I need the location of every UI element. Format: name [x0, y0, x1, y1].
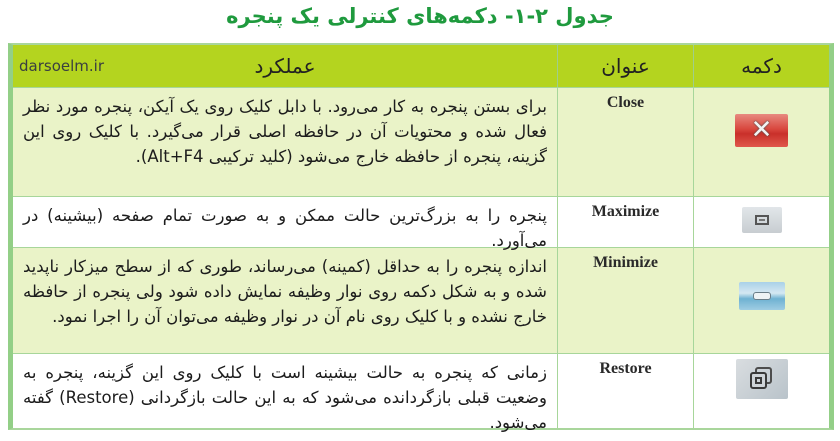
- button-cell: [693, 197, 829, 247]
- header-title: عنوان: [601, 54, 650, 78]
- header-title-cell: [557, 45, 693, 87]
- table-row-close: [13, 88, 829, 197]
- title-cell: [557, 88, 693, 196]
- window-control-buttons-table: [8, 43, 834, 430]
- description-cell: [13, 248, 557, 353]
- table-row-restore: [13, 354, 829, 432]
- title-cell: [557, 248, 693, 353]
- minimize-icon: [739, 282, 785, 310]
- maximize-description: پنجره را به بزرگ‌ترین حالت ممکن و به صورت تمام صفحه (بیشینه) در می‌آورد.: [23, 206, 547, 250]
- close-label: Close: [606, 94, 645, 111]
- header-function-cell: [13, 45, 557, 87]
- header-function: عملکرد: [254, 54, 316, 78]
- button-cell: [693, 248, 829, 353]
- description-cell: [13, 197, 557, 250]
- table-header-row: [13, 45, 829, 88]
- table-row-maximize: [13, 197, 829, 248]
- maximize-icon: [742, 207, 782, 233]
- description-cell: [13, 88, 557, 196]
- button-cell: [693, 354, 829, 428]
- close-description: برای بستن پنجره به کار می‌رود. با دابل کلیک روی یک آیکن، پنجره مورد نظر فعال شده و محتویات آن در حافظه اصلی قرار می‌گیرد. با کلیک روی این گزینه، پنجره از حافظه خارج می‌شود (کلید ترکیبی Alt+F4).: [23, 97, 547, 166]
- watermark: darsoelm.ir: [19, 57, 104, 75]
- maximize-label: Maximize: [591, 203, 660, 220]
- title-cell: [557, 197, 693, 247]
- header-button: دکمه: [741, 54, 782, 78]
- restore-label: Restore: [599, 360, 652, 377]
- restore-description: زمانی که پنجره به حالت بیشینه است با کلیک روی این گزینه، پنجره به وضعیت قبلی بازگردانده می‌شود که به این حالت بازگردانی (Restore) گفته می‌شود.: [23, 363, 547, 432]
- minimize-label: Minimize: [593, 254, 658, 271]
- header-button-cell: [693, 45, 829, 87]
- description-cell: [13, 354, 557, 432]
- restore-icon: [736, 359, 788, 399]
- minimize-description: اندازه پنجره را به حداقل (کمینه) می‌رساند، طوری که از سطح میزکار ناپدید شده و به شکل دکمه روی نوار وظیفه نمایش داده شود ولی پنجره از حافظه خارج نشده و با کلیک روی نام آن در نوار وظیفه می‌توان آن را اجرا نمود.: [23, 257, 547, 326]
- table-caption: جدول ۲-۱- دکمه‌های کنترلی یک پنجره: [226, 4, 614, 28]
- close-x-icon: ✕: [735, 114, 788, 147]
- title-cell: [557, 354, 693, 428]
- table-row-minimize: [13, 248, 829, 354]
- button-cell: [693, 88, 829, 196]
